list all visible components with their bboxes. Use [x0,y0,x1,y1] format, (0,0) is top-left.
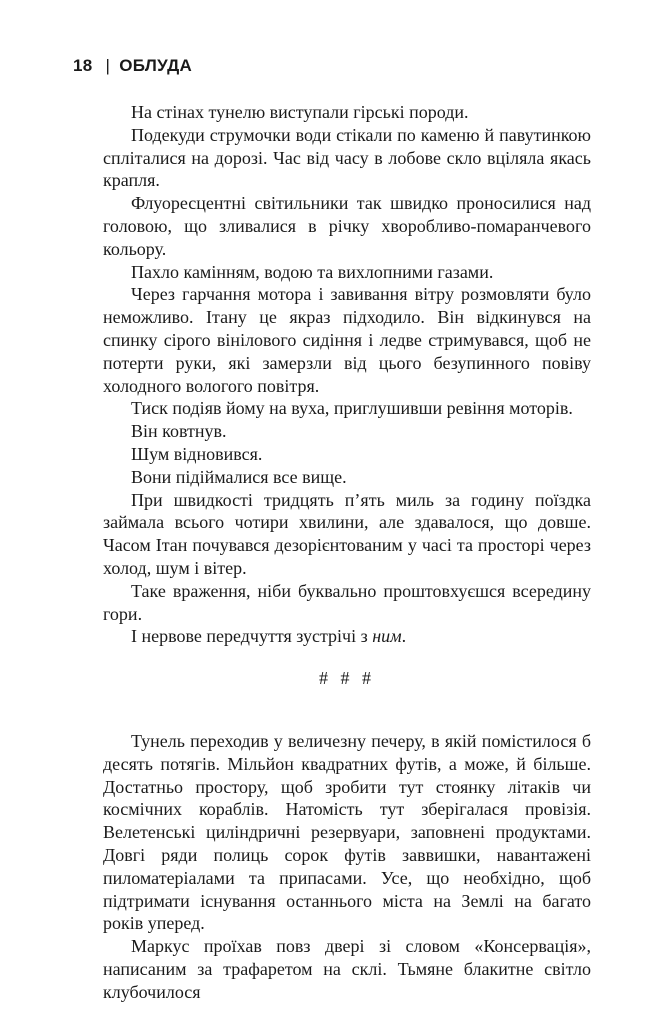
paragraph: Шум відновився. [131,443,263,464]
paragraph: Через гарчання мотора і завивання вітру розмовляти було неможливо. Ітану це якраз підходило. Він відкинувся на спинку сірого вінілового сидіння і ледве стримувався, щоб не потерти руки, які замерзли від цього безупинного повіву холодного вологого повітря. [103,284,591,396]
text-run: І нервове передчуття зустрічі з [131,626,373,647]
paragraph-with-italic [103,625,591,648]
page-number: 18 [73,56,93,75]
paragraph: Таке враження, ніби буквально проштовхуєшся всередину гори. [103,580,591,624]
running-head [73,56,192,76]
paragraph: Тиск подіяв йому на вуха, приглушивши ревіння моторів. [131,398,573,419]
paragraph: Флуоресцентні світильники так швидко проносилися над головою, що зливалися в річку хворобливо-помаранчевого кольору. [103,193,591,259]
paragraph: На стінах тунелю виступали гірські породи. [131,102,469,122]
paragraph: Пахло камінням, водою та вихлопними газами. [131,261,494,282]
body-text [103,101,591,1003]
paragraph: Він ковтнув. [131,421,227,442]
paragraph: Маркус проїхав повз двері зі словом «Консервація», написаним за трафаретом на склі. Тьмяне блакитне світло клубочилося [103,936,591,1002]
paragraph: При швидкості тридцять п’ять миль за годину поїздка займала всього чотири хвилини, але здавалося, що довше. Часом Ітан почувався дезорієнтованим у часі та просторі через холод, шум і вітер. [103,489,591,578]
italic-word: ним [372,626,402,647]
scene-break: # # # [319,668,375,689]
paragraph: Подекуди струмочки води стікали по каменю й павутинкою спліталися на дорозі. Час від часу в лобове скло вціляла якась крапля. [103,124,591,191]
book-title: ОБЛУДА [119,56,193,75]
paragraph: Вони підіймалися все вище. [131,466,347,487]
paragraph: Тунель переходив у величезну печеру, в якій помістилося б десять потягів. Мільйон квадратних футів, а може, й більше. Достатньо простору, щоб зробити тут стоянку літаків чи космічних кораблів. Натомість тут зберігалася провізія. Велетенські циліндричні резервуари, заповнені продуктами. Довгі ряди полиць сорок футів заввишки, навантажені пиломатеріалами та припасами. Усе, що необхідно, щоб підтримати існування останнього міста на Землі на багато років уперед. [103,730,591,934]
text-run: . [401,626,407,647]
header-separator: | [105,56,111,75]
